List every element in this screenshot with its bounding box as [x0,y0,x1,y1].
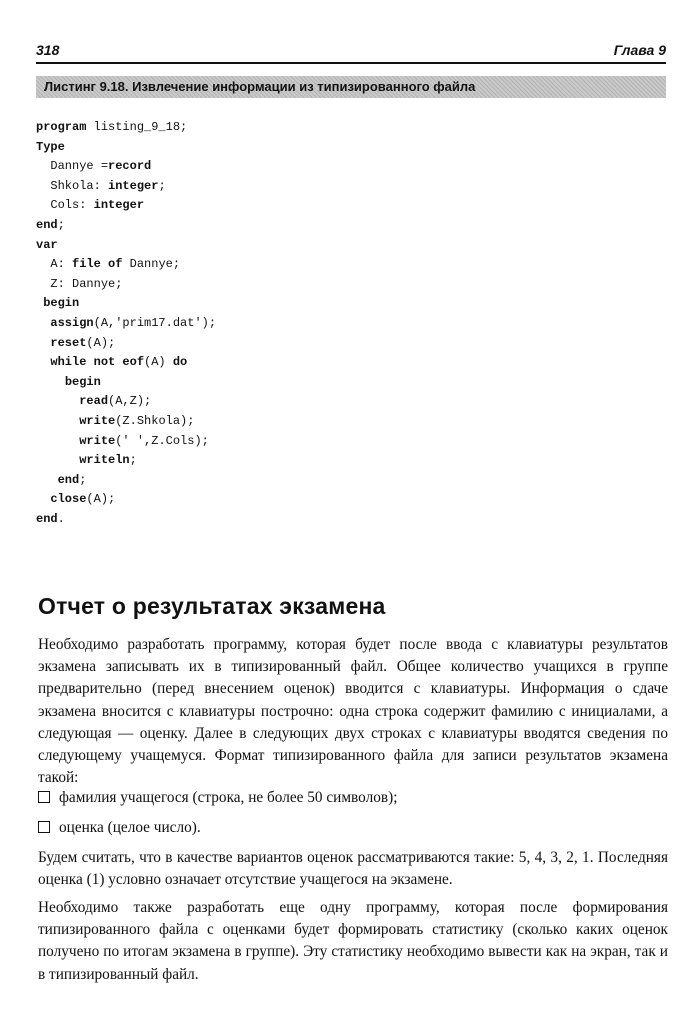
code-keyword: integer [93,198,145,213]
code-text: Cols: [50,198,94,213]
code-text: Dannye = [50,159,109,174]
bullet-item [38,817,668,839]
code-keyword: close [50,492,87,507]
code-keyword: reset [50,335,87,350]
code-line [36,471,216,491]
code-text: listing_9_18; [86,120,188,134]
code-keyword: begin [43,296,80,311]
code-keyword: record [108,159,152,174]
code-keyword: end [57,472,80,487]
code-keyword: file of [72,257,123,272]
listing-title: Листинг 9.18. Извлечение информации из типизированного файла [36,76,666,98]
code-line [36,177,216,197]
chapter-label: Глава 9 [613,42,666,58]
code-keyword: assign [50,315,94,330]
code-line [36,412,216,432]
code-text: (A,'prim17.dat'); [93,315,217,330]
code-text: (A,Z); [108,394,152,409]
code-keyword: read [79,394,109,409]
code-line [36,216,216,236]
code-keyword: while not eof [50,355,145,370]
code-line [36,490,216,510]
code-text: (' ',Z.Cols); [115,433,209,448]
section-title: Отчет о результатах экзамена [38,593,386,619]
code-text: ; [57,217,65,232]
page-header [36,40,666,64]
code-line [36,373,216,393]
code-keyword: write [79,433,116,448]
code-line [36,118,216,138]
code-text: (A) [144,355,173,370]
code-line [36,294,216,314]
paragraph-1: Необходимо разработать программу, которая будет после ввода с клавиатуры результатов экзамена записывать их в типизированный файл. Общее количество учащихся в группе предварительно (перед внесением оценок) вводится с клавиатуры. Информация о сдаче экзамена вносится с клавиатуры построчно: одна строка содержит фамилию с инициалами, а следующая — оценку. Далее в следующих двух строках с клавиатуры вводятся сведения по следующему учащемуся. Формат типизированного файла для записи результатов экзамена такой: [38,636,668,787]
code-keyword: var [36,237,58,252]
code-text: Dannye; [122,257,181,272]
code-text: (Z.Shkola); [115,413,195,428]
code-line [36,275,216,295]
code-text: (A); [86,492,116,507]
code-line [36,451,216,471]
page-number: 318 [36,42,60,58]
code-line [36,314,216,334]
checkbox-bullet-icon [38,791,50,803]
paragraph-2: Будем считать, что в качестве вариантов оценок рассматриваются такие: 5, 4, 3, 2, 1. Последняя оценка (1) условно означает отсутствие учащегося на экзамене. [38,849,668,889]
bullet-text: фамилия учащегося (строка, не более 50 символов); [59,789,398,806]
code-listing [36,118,216,529]
code-text: (A); [86,335,116,350]
code-line [36,236,216,256]
code-text: Z: Dannye; [50,276,123,291]
code-line [36,157,216,177]
bullet-item [38,787,668,809]
code-keyword: program [36,120,87,134]
code-keyword: begin [64,374,101,389]
code-keyword: integer [108,178,159,193]
code-line [36,196,216,216]
code-keyword: Type [36,139,65,154]
code-keyword: end [36,511,58,526]
code-text: Shkola: [50,178,109,193]
code-text: A: [50,257,73,272]
code-line [36,392,216,412]
code-line [36,138,216,158]
code-line [36,334,216,354]
code-keyword: do [172,355,188,370]
code-keyword: end [36,217,58,232]
code-line [36,510,216,530]
code-text: . [57,511,65,526]
code-keyword: write [79,413,116,428]
code-line [36,255,216,275]
code-text: ; [129,453,137,468]
code-text: ; [158,178,166,193]
code-keyword: writeln [79,453,130,468]
bullet-text: оценка (целое число). [59,819,201,836]
code-text: ; [79,472,87,487]
checkbox-bullet-icon [38,821,50,833]
code-line [36,353,216,373]
code-line [36,432,216,452]
paragraph-3: Необходимо также разработать еще одну программу, которая после формирования типизированного файла с оценками будет формировать статистику (сколько каких оценок получено по итогам экзамена в группе). Эту статистику необходимо вывести как на экран, так и в типизированный файл. [38,899,668,983]
